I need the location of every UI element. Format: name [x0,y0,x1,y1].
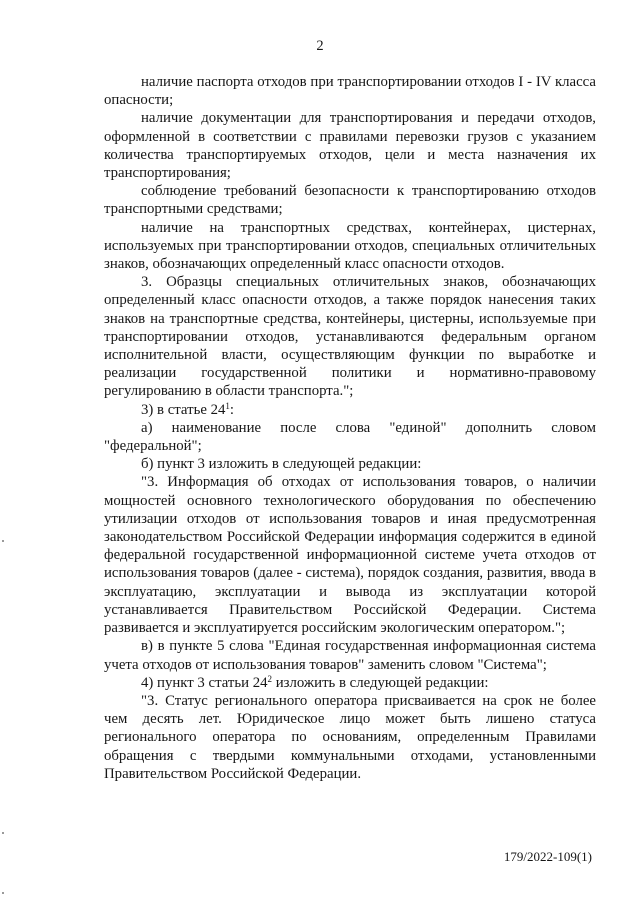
paragraph: соблюдение требований безопасности к транспортированию отходов транспортными средствами; [104,183,596,218]
paragraph-text: 3) в статье 24 [141,401,226,418]
paragraph: наличие документации для транспортирования и передачи отходов, оформленной в соответствии с правилами перевозки грузов с указанием количества транспортируемых отходов, цели и места назначения их транспортирования; [104,110,596,182]
paragraph-article-24-1 [104,401,596,419]
paragraph: "3. Информация об отходах от использования товаров, о наличии мощностей основного технологического оборудования по обеспечению утилизации отходов от использования товаров и иная предусмотренная законодательством Российской Федерации информация содержится в единой федеральной государственной информационной системе учета отходов от использования товаров (далее - система), порядок создания, развития, ввода в эксплуатацию, эксплуатации и вывода из эксплуатации которой устанавливается Правительством Российской Федерации. Система развивается и эксплуатируется российским экологическим оператором."; [104,474,596,637]
scan-artifact [2,832,4,834]
paragraph: б) пункт 3 изложить в следующей редакции: [141,456,422,473]
document-body [104,73,596,783]
scan-artifact [2,540,4,542]
paragraph: наличие на транспортных средствах, контейнерах, цистернах, используемых при транспортировании отходов, специальных отличительных знаков, обозначающих определенный класс опасности отходов. [104,219,596,273]
scan-artifact [2,892,4,894]
paragraph: наличие паспорта отходов при транспортировании отходов I - IV класса опасности; [104,74,596,109]
paragraph-tail: изложить в следующей редакции: [272,674,489,691]
paragraph: "3. Статус регионального оператора присваивается на срок не более чем десять лет. Юридическое лицо может быть лишено статуса регионального оператора по основаниям, определенным Правилами обращения с твердыми коммунальными отходами, установленными Правительством Российской Федерации. [104,692,596,782]
page-number: 2 [316,38,324,54]
superscript: 2 [267,673,273,684]
paragraph-tail: : [229,401,235,418]
superscript: 1 [225,400,230,411]
paragraph: 3. Образцы специальных отличительных знаков, обозначающих определенный класс опасности отходов, а также порядок нанесения таких знаков на транспортные средства, контейнеры, цистерны, используемые при транспортировании отходов, устанавливаются федеральным органом исполнительной власти, осуществляющим функции по выработке и реализации государственной политики и нормативно-правовому регулированию в области транспорта."; [104,274,596,400]
document-code: 179/2022-109(1) [503,849,592,864]
paragraph-article-24-2 [104,674,596,692]
paragraph: в) в пункте 5 слова "Единая государственная информационная система учета отходов от использования товаров" заменить словом "Система"; [104,638,596,673]
paragraph-text: 4) пункт 3 статьи 24 [141,674,268,691]
paragraph: а) наименование после слова "единой" дополнить словом "федеральной"; [104,419,596,455]
